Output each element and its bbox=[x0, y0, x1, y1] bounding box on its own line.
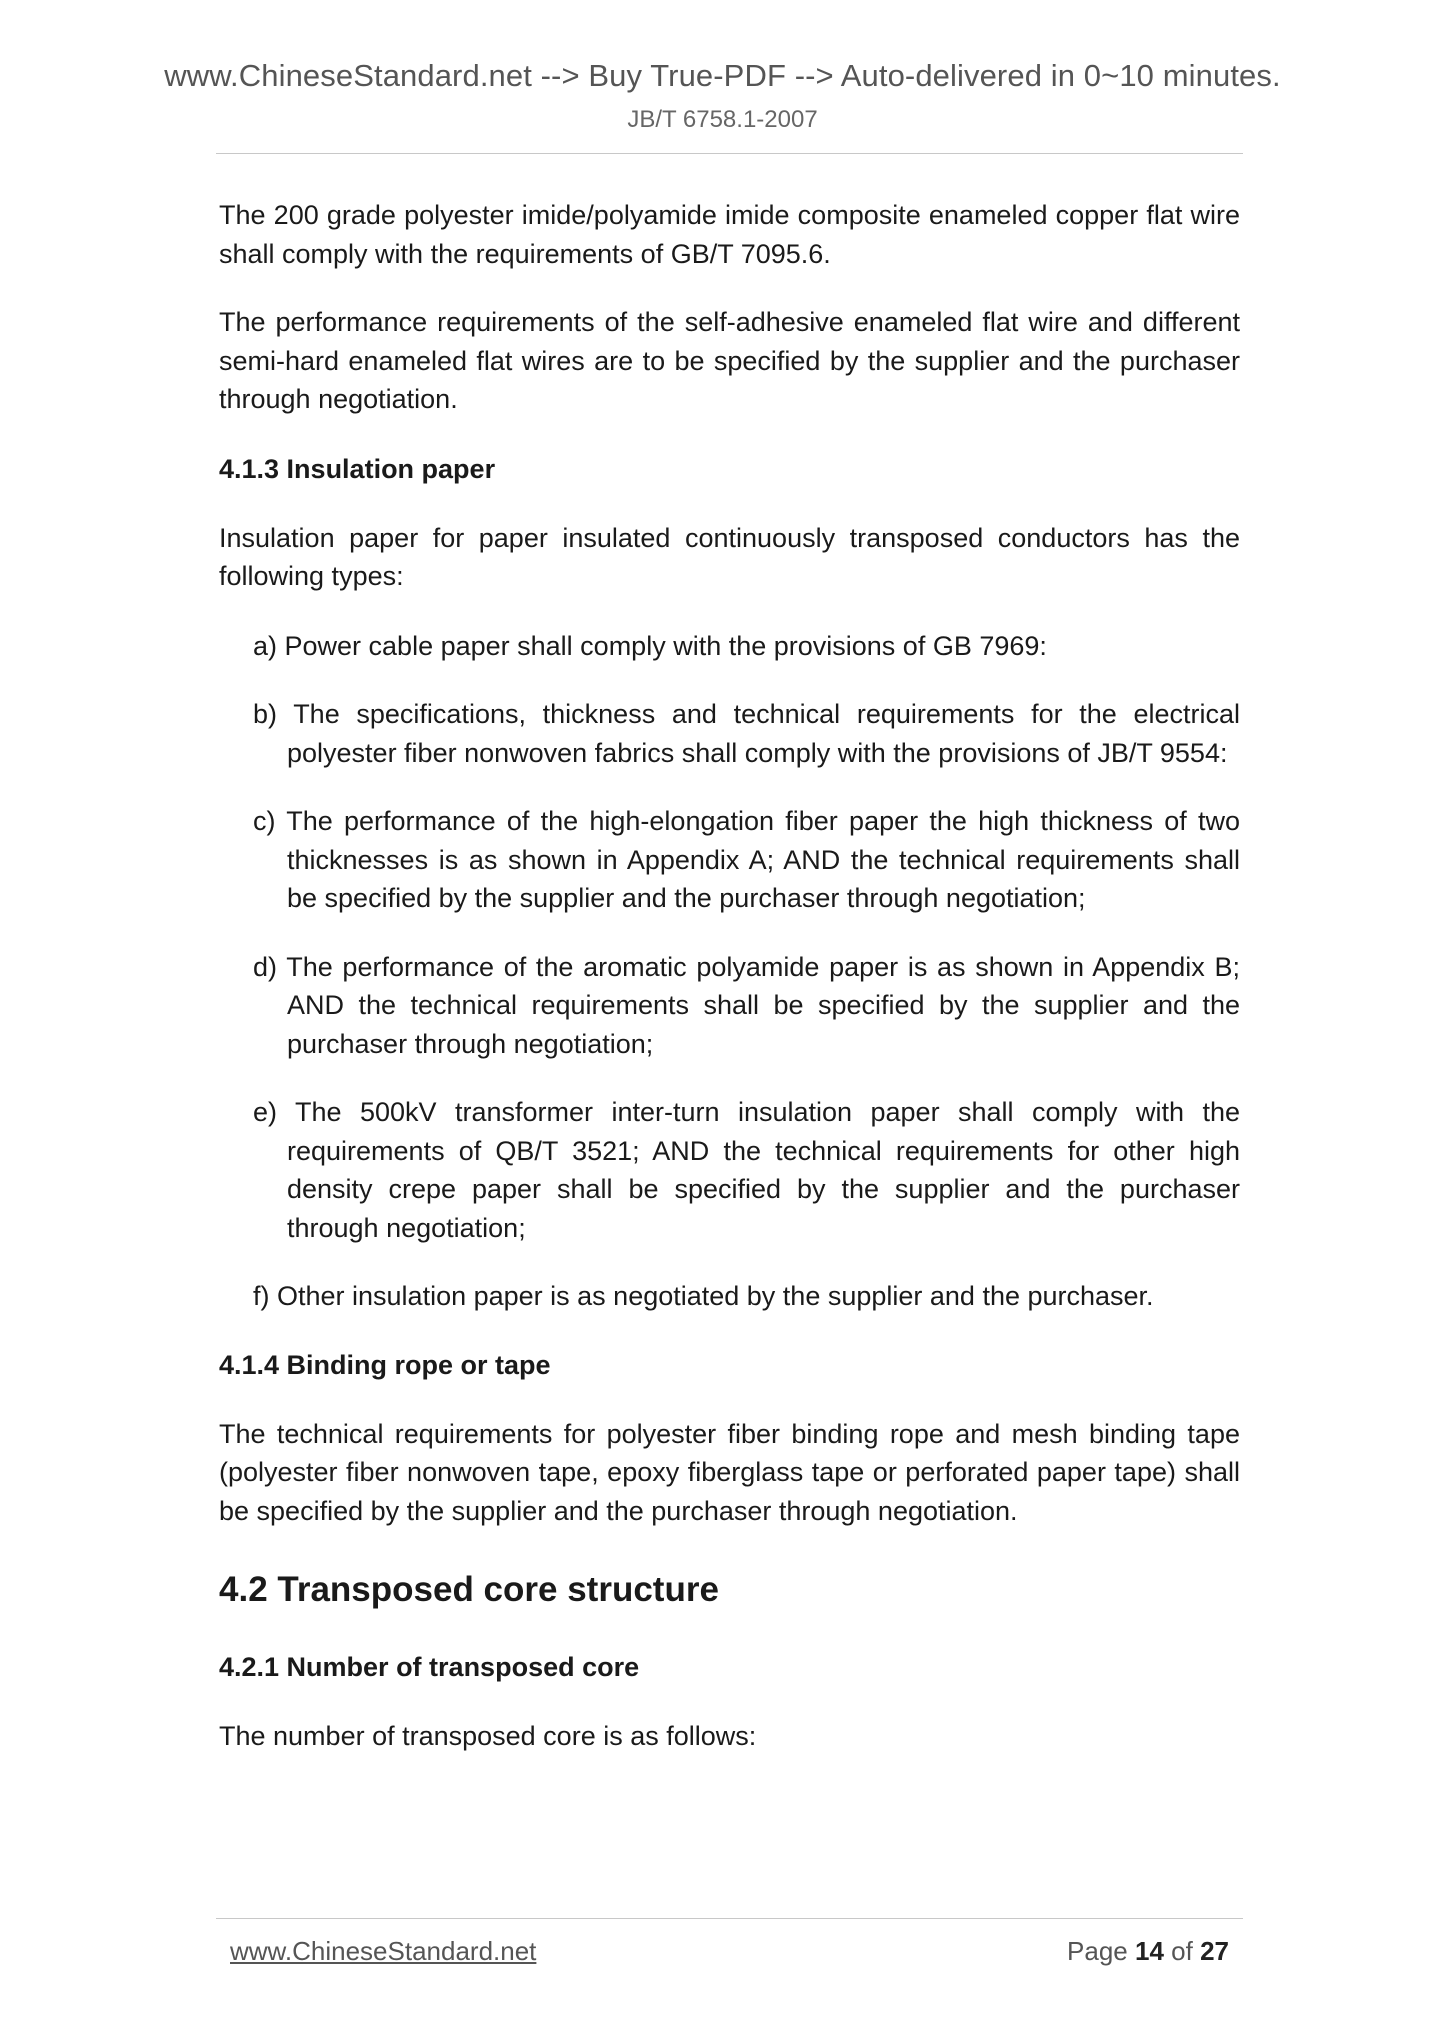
page-label: Page bbox=[1067, 1936, 1128, 1966]
paragraph: The number of transposed core is as follows: bbox=[219, 1721, 757, 1751]
section-heading-4-1-4: 4.1.4 Binding rope or tape bbox=[219, 1349, 551, 1380]
paragraph: Insulation paper for paper insulated continuously transposed conductors has the following types: bbox=[219, 522, 1240, 591]
page-current: 14 bbox=[1135, 1936, 1164, 1966]
paragraph: The 200 grade polyester imide/polyamide imide composite enameled copper flat wire shall comply with the requirements of GB/T 7095.6. bbox=[219, 200, 1240, 269]
page-content bbox=[219, 196, 1240, 1756]
paragraph: The technical requirements for polyester fiber binding rope and mesh binding tape (polyester fiber nonwoven tape, epoxy fiberglass tape or perforated paper tape) shall be specified by the supplier and the purchaser through negotiation. bbox=[219, 1418, 1240, 1526]
header-banner: www.ChineseStandard.net --> Buy True-PDF --> Auto-delivered in 0~10 minutes. bbox=[164, 58, 1281, 93]
list-item: d) The performance of the aromatic polyamide paper is as shown in Appendix B; AND the technical requirements shall be specified by the supplier and the purchaser through negotiation; bbox=[253, 951, 1240, 1059]
document-code: JB/T 6758.1-2007 bbox=[627, 106, 818, 133]
section-heading-4-2-1: 4.2.1 Number of transposed core bbox=[219, 1652, 640, 1682]
section-heading-4-2: 4.2 Transposed core structure bbox=[219, 1570, 719, 1609]
footer-website-link[interactable]: www.ChineseStandard.net bbox=[230, 1936, 537, 1966]
paragraph: The performance requirements of the self-adhesive enameled flat wire and different semi-hard enameled flat wires are to be specified by the supplier and the purchaser through negotiation. bbox=[219, 307, 1240, 414]
list-item: f) Other insulation paper is as negotiated by the supplier and the purchaser. bbox=[253, 1281, 1154, 1311]
footer-divider bbox=[216, 1918, 1243, 1919]
list-item: e) The 500kV transformer inter-turn insulation paper shall comply with the requirements of QB/T 3521; AND the technical requirements for other high density crepe paper shall be specified by the supplier and the purchaser through negotiation; bbox=[253, 1097, 1240, 1243]
page-of: of bbox=[1171, 1936, 1193, 1966]
list-item: b) The specifications, thickness and technical requirements for the electrical polyester fiber nonwoven fabrics shall comply with the provisions of JB/T 9554: bbox=[253, 699, 1240, 768]
list-item: a) Power cable paper shall comply with the provisions of GB 7969: bbox=[253, 630, 1047, 661]
section-heading-4-1-3: 4.1.3 Insulation paper bbox=[219, 453, 496, 484]
page-total: 27 bbox=[1200, 1936, 1229, 1966]
page-number bbox=[1067, 1936, 1229, 1967]
list-item: c) The performance of the high-elongation fiber paper the high thickness of two thicknesses is as shown in Appendix A; AND the technical requirements shall be specified by the supplier and the purchaser through negotiation; bbox=[253, 806, 1240, 913]
header-divider bbox=[216, 153, 1243, 154]
